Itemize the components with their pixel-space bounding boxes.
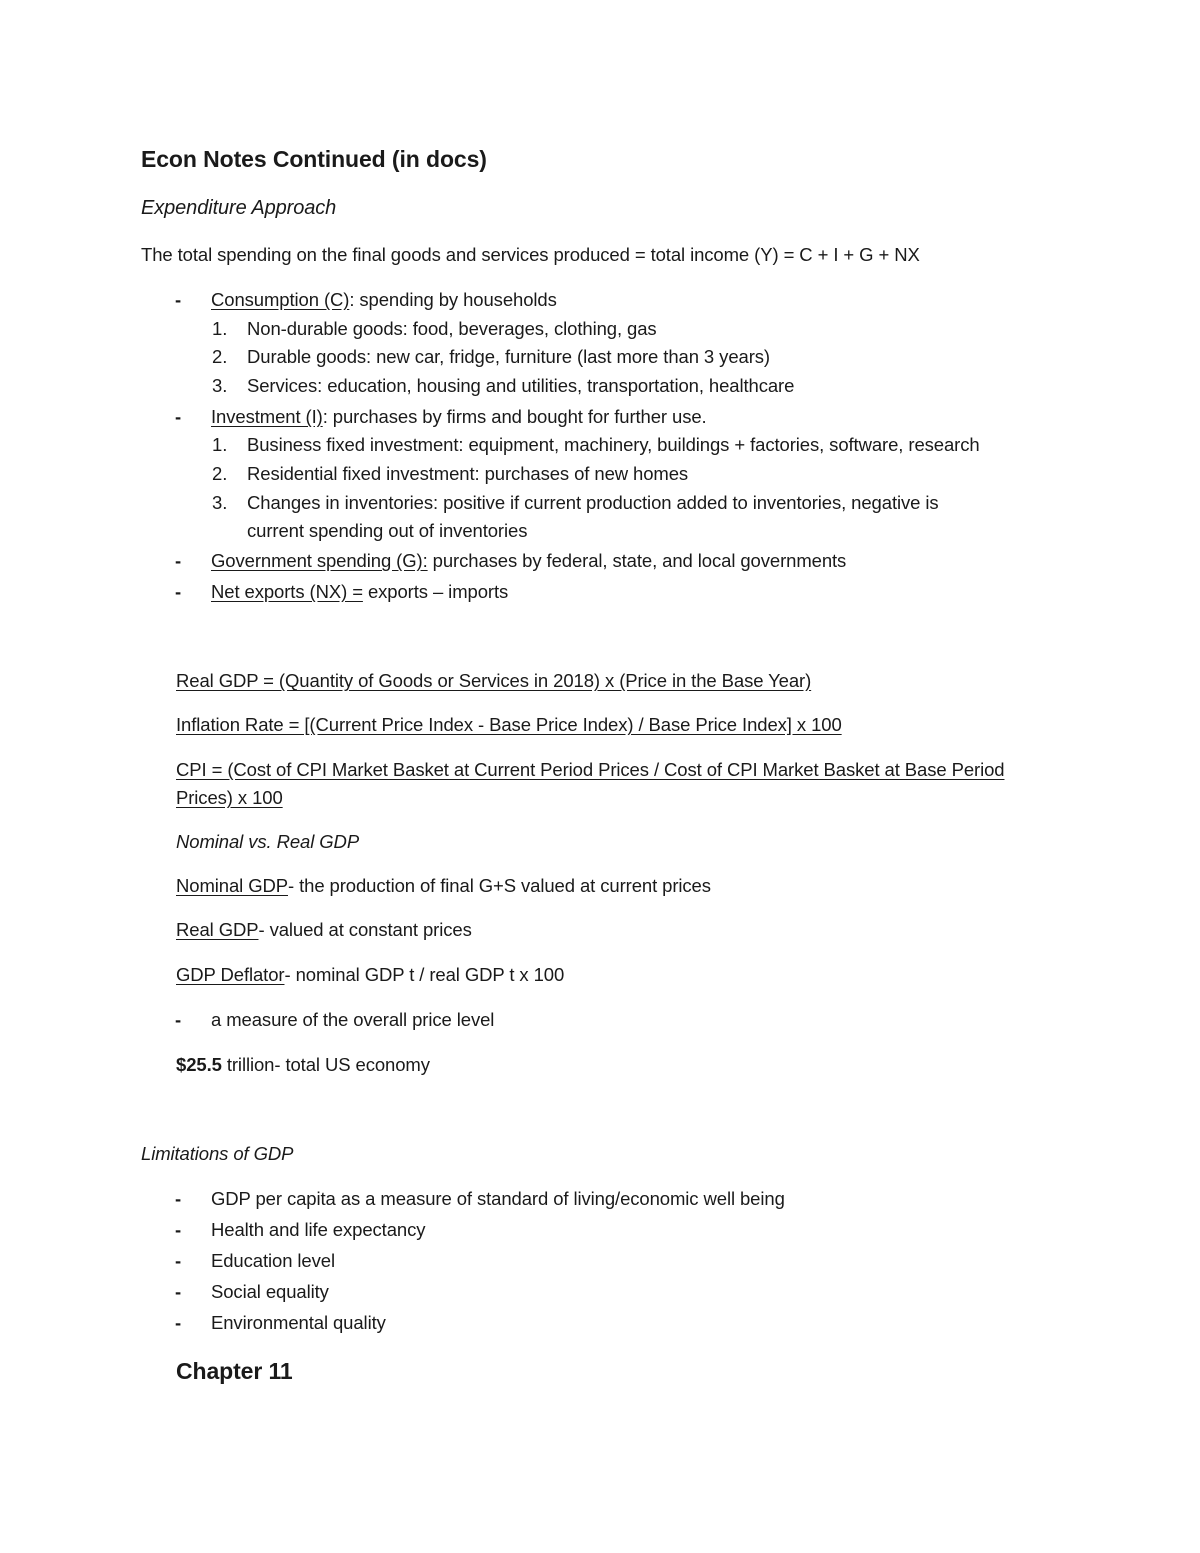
- economy-size: [176, 1053, 430, 1077]
- section-heading-limitations: Limitations of GDP: [141, 1143, 294, 1164]
- intro-paragraph: The total spending on the final goods and services produced = total income (Y) = C + I + G + NX: [141, 244, 920, 265]
- bullet-marker: -: [175, 1312, 182, 1333]
- net-exports-text: exports – imports: [362, 581, 509, 602]
- list-item-continuation: current spending out of inventories: [247, 520, 528, 541]
- limitation-text: GDP per capita as a measure of standard of living/economic well being: [211, 1188, 785, 1209]
- list-number: 2.: [212, 463, 228, 484]
- list-item: [212, 462, 688, 486]
- list-item: [175, 1249, 335, 1273]
- bullet-deflator-note: [175, 1008, 494, 1032]
- bullet-net-exports: [175, 580, 508, 604]
- list-number: 3.: [212, 492, 228, 513]
- bullet-marker: -: [175, 1009, 182, 1030]
- bullet-marker: -: [175, 1281, 182, 1302]
- economy-text: trillion- total US economy: [221, 1054, 430, 1075]
- chapter-heading: Chapter 11: [176, 1358, 293, 1384]
- list-item: [175, 1280, 329, 1304]
- real-gdp-definition: [176, 918, 472, 942]
- real-gdp-label: Real GDP: [176, 919, 259, 940]
- gdp-deflator-label: GDP Deflator: [176, 964, 285, 985]
- list-text: Durable goods: new car, fridge, furniture (last more than 3 years): [247, 346, 770, 367]
- list-number: 1.: [212, 318, 228, 339]
- list-text: Residential fixed investment: purchases of new homes: [247, 463, 689, 484]
- limitation-text: Social equality: [211, 1281, 329, 1302]
- list-item: [212, 491, 939, 515]
- formula-inflation: Inflation Rate = [(Current Price Index - Base Price Index) / Base Price Index] x 100: [176, 714, 842, 735]
- nominal-gdp-text: - the production of final G+S valued at current prices: [288, 875, 711, 896]
- investment-label: Investment (I): [211, 406, 323, 427]
- list-item: [175, 1218, 425, 1242]
- bullet-marker: -: [175, 1219, 182, 1240]
- government-label: Government spending (G):: [211, 550, 428, 571]
- formula-cpi-line2: Prices) x 100: [176, 787, 283, 808]
- list-item: [175, 1311, 386, 1335]
- net-exports-label: Net exports (NX) =: [211, 581, 363, 602]
- nominal-gdp-definition: [176, 874, 711, 898]
- deflator-note-text: a measure of the overall price level: [211, 1009, 495, 1030]
- list-text: Business fixed investment: equipment, machinery, buildings + factories, software, research: [247, 434, 980, 455]
- gdp-deflator-definition: [176, 963, 564, 987]
- list-number: 2.: [212, 346, 228, 367]
- real-gdp-text: - valued at constant prices: [258, 919, 472, 940]
- section-heading-expenditure: Expenditure Approach: [141, 197, 337, 219]
- bullet-marker: -: [175, 1250, 182, 1271]
- bullet-investment: [175, 405, 707, 429]
- bullet-marker: -: [175, 289, 182, 310]
- limitation-text: Education level: [211, 1250, 335, 1271]
- list-item: [212, 433, 980, 457]
- section-heading-nominal-vs-real: Nominal vs. Real GDP: [176, 831, 360, 852]
- list-item: [175, 1187, 785, 1211]
- nominal-gdp-label: Nominal GDP: [176, 875, 288, 896]
- list-item: [212, 374, 794, 398]
- bullet-consumption: [175, 288, 557, 312]
- government-text: purchases by federal, state, and local governments: [427, 550, 847, 571]
- list-text: Non-durable goods: food, beverages, clothing, gas: [247, 318, 657, 339]
- bullet-marker: -: [175, 1188, 182, 1209]
- list-number: 1.: [212, 434, 228, 455]
- document-title: Econ Notes Continued (in docs): [141, 146, 487, 172]
- list-item: [212, 317, 657, 341]
- bullet-marker: -: [175, 581, 182, 602]
- limitation-text: Health and life expectancy: [211, 1219, 426, 1240]
- list-number: 3.: [212, 375, 228, 396]
- list-text: Services: education, housing and utilities, transportation, healthcare: [247, 375, 795, 396]
- limitation-text: Environmental quality: [211, 1312, 386, 1333]
- formula-real-gdp: Real GDP = (Quantity of Goods or Services in 2018) x (Price in the Base Year): [176, 670, 812, 691]
- economy-amount: $25.5: [176, 1054, 222, 1075]
- formula-cpi-line1: CPI = (Cost of CPI Market Basket at Current Period Prices / Cost of CPI Market Basket at Base Period: [176, 759, 1005, 780]
- bullet-marker: -: [175, 406, 182, 427]
- gdp-deflator-text: - nominal GDP t / real GDP t x 100: [284, 964, 565, 985]
- bullet-government: [175, 549, 846, 573]
- consumption-text: : spending by households: [349, 289, 557, 310]
- bullet-marker: -: [175, 550, 182, 571]
- list-text: Changes in inventories: positive if current production added to inventories, negative is: [247, 492, 939, 513]
- investment-text: : purchases by firms and bought for further use.: [322, 406, 707, 427]
- list-item: [212, 345, 770, 369]
- consumption-label: Consumption (C): [211, 289, 350, 310]
